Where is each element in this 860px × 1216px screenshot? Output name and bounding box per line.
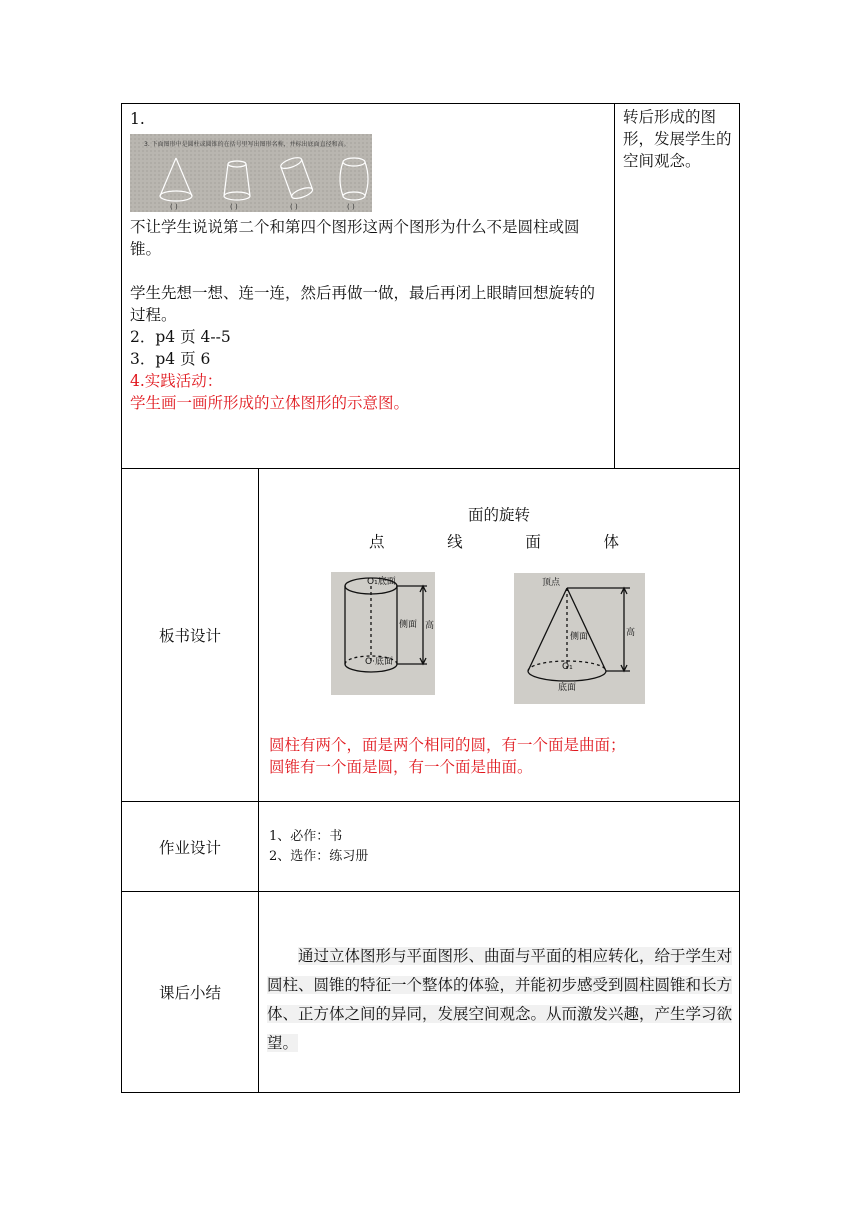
exercise-paragraph-2: 学生先想一想、连一连，然后再做一做，最后再闭上眼睛回想旋转的过程。 xyxy=(130,284,596,324)
svg-text:( ): ( ) xyxy=(170,203,178,211)
svg-text:( ): ( ) xyxy=(290,203,298,211)
exercise-image xyxy=(130,134,372,212)
cylinder-side-label: 侧面 xyxy=(399,620,418,630)
board-note-line-2: 圆锥有一个面是圆，有一个面是曲面。 xyxy=(269,758,533,776)
sequence-face: 面 xyxy=(525,533,541,551)
exercise-item-2: 2．p4 页 4--5 xyxy=(130,328,231,346)
cone-side-label: 侧面 xyxy=(570,632,589,642)
cone-base-label: 底面 xyxy=(558,683,577,693)
homework-row xyxy=(122,802,740,892)
board-cell xyxy=(259,469,740,802)
sequence-solid: 体 xyxy=(603,533,619,551)
board-title: 面的旋转 xyxy=(468,506,531,524)
svg-text:( ): ( ) xyxy=(230,203,238,211)
cylinder-height-label: 高 xyxy=(425,621,435,631)
cone-height-label: 高 xyxy=(626,628,636,638)
summary-row xyxy=(122,892,740,1093)
sequence-point: 点 xyxy=(369,533,385,551)
board-sequence xyxy=(369,530,619,552)
side-note: 转后形成的图形，发展学生的空间观念。 xyxy=(623,108,732,170)
summary-label: 课后小结 xyxy=(122,892,259,1093)
exercise-number: 1. xyxy=(130,110,145,128)
cylinder-bottom-label: O·底面 xyxy=(365,657,393,667)
cylinder-figure xyxy=(331,572,435,695)
homework-item-2: 2、选作：练习册 xyxy=(269,848,369,864)
practice-activity-title: 4.实践活动： xyxy=(130,372,223,390)
side-note-cell xyxy=(615,104,740,469)
practice-activity-text: 学生画一画所形成的立体图形的示意图。 xyxy=(130,394,410,412)
homework-item-1: 1、必作：书 xyxy=(269,828,343,844)
exercise-paragraph-1: 不让学生说说第二个和第四个图形这两个图形为什么不是圆柱或圆锥。 xyxy=(130,218,580,258)
homework-cell xyxy=(259,802,740,892)
summary-text xyxy=(267,942,737,1058)
cone-apex-label: 顶点 xyxy=(542,578,561,588)
lesson-plan-table xyxy=(121,103,740,1093)
sequence-line: 线 xyxy=(447,533,463,551)
cone-figure xyxy=(514,573,645,704)
board-note-line-1: 圆柱有两个，面是两个相同的圆，有一个面是曲面； xyxy=(269,736,626,754)
svg-text:( ): ( ) xyxy=(347,203,355,211)
exercise-item-3: 3．p4 页 6 xyxy=(130,350,211,368)
exercise-image-caption: 3. 下面图形中是圆柱或圆锥的在括号里写出图形名称，并标出底面直径和高。 xyxy=(144,141,350,148)
cylinder-top-label: O₁底面 xyxy=(367,577,396,587)
homework-label: 作业设计 xyxy=(122,802,259,892)
exercise-cell xyxy=(122,104,615,469)
cone-center-label: O₁ xyxy=(562,662,573,672)
summary-text-content: 通过立体图形与平面图形、曲面与平面的相应转化，给于学生对圆柱、圆锥的特征一个整体的体验，并能初步感受到圆柱圆锥和长方体、正方体之间的异同，发展空间观念。从而激发兴趣，产生学习欲望。 xyxy=(267,947,733,1052)
board-row xyxy=(122,469,740,802)
exercise-row xyxy=(122,104,740,469)
board-note xyxy=(269,734,626,778)
summary-cell xyxy=(259,892,740,1093)
board-label: 板书设计 xyxy=(122,469,259,802)
